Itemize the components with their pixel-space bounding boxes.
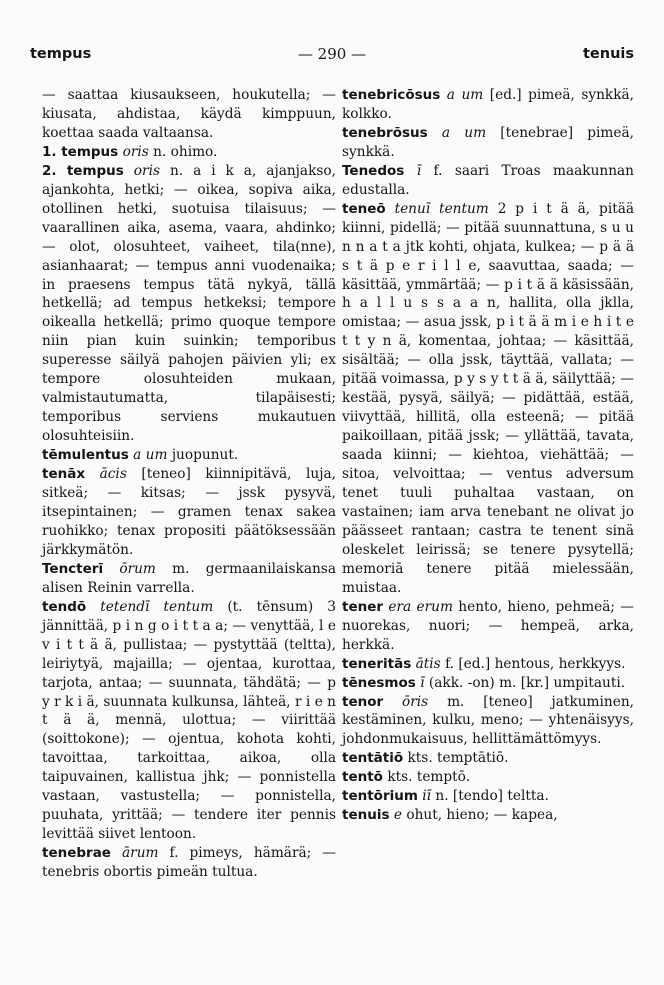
entry-headword: tenebrae [42,845,111,862]
entry-headword: tenor [342,693,384,710]
dictionary-entry [42,560,336,598]
entry-grammar: era erum [388,598,453,615]
entry-headword: tenuis [342,807,390,824]
entry-text: n. [tendo] teltta. [435,788,549,805]
entry-text: 2 p i t ä ä, pitää kiinni, pidellä; — pitää suunnattuna, s u u n n a t a jtk kohti, ohjata, kulkea; — p ä ä s t ä p e r i l l e, saavuttaa, saada; — käsittää, ymmärtää; — p i t ä ä käsissään, h a l l u s s a a n, hallita, olla jklla, omistaa; — asua jssk, p i t ä ä m i e h i t e t t y n ä, komentaa, johtaa; — käsittää, sisältää; — olla jssk, täyttää, vallata; — pitää voimassa, p y s y t t ä ä, säilyttää; — kestää, pysyä, säilyä; — pidättää, estää, viivyttää, hillitä, olla esteenä; — pitää paikoillaan, pitää jssk; — yllättää, tavata, saada kiinni; — kiehtoa, viehättää; — sitoa, velvoittaa; — ventus adversum tenet tuuli puhaltaa vastaan, on vastainen; iam arva tenebant ne olivat jo päässeet rantaan; castra te tenent sinä oleskelet leirissä; se tenere pysytellä; memoriā tenere pitää mielessään, muistaa. [342,200,635,596]
entry-grammar: iī [422,788,432,805]
entry-grammar: ī [420,674,425,691]
entry-text: [teneo] kiinnipitävä, luja, sitkeä; — kitsas; — jssk pysyvä, itsepintainen; — gramen tenax sakea ruohikko; tenax propositi päätöksessään järkkymätön. [42,466,336,558]
dictionary-entry [342,806,634,825]
right-column [342,86,634,825]
dictionary-entry [42,162,336,446]
entry-text: (akk. -on) m. [kr.] umpitauti. [428,674,626,691]
entry-headword: tentō [342,769,383,786]
entry-grammar: ōrum [119,560,156,577]
entry-text: (t. tēnsum) 3 jännittää, p i n g o i t t a a; — venyttää, l e v i t t ä ä, pullistaa; — pystyttää (teltta), leiriytyä, majailla; — ojentaa, kurottaa, tarjota, antaa; — suunnata, tähdätä; — p y r k i ä, suunnata kulkunsa, lähteä, r i e n t ä ä, mennä, ulottua; — viirittää (soittokone); — ojentua, kohota kohti, tavoittaa, tarkoittaa, aikoa, olla taipuvainen, kallistua jhk; — ponnistella vastaan, vastustella; — ponnistella, puuhata, yrittää; — tendere iter pennis levittää siivet lentoon. [42,598,336,843]
dictionary-entry [42,86,336,143]
dictionary-entry [342,749,634,768]
dictionary-entry [342,655,634,674]
entry-text: [ed.] pimeä, synkkä, kolkko. [342,87,635,122]
dictionary-entry [342,768,634,787]
entry-headword: tendō [42,598,87,615]
dictionary-entry [342,124,634,162]
entry-headword: tentōrium [342,788,418,805]
entry-text: juopunut. [171,447,239,464]
entry-grammar: e [393,807,402,824]
entry-grammar: tetendī tentum [100,598,214,615]
entry-headword: Tenedos [342,162,405,179]
entry-headword: teneō [342,200,386,217]
running-head-left: tempus [30,46,92,62]
entry-grammar: a um [446,87,484,103]
entry-grammar: a um [441,124,487,141]
entry-grammar: tenuī tentum [394,200,489,217]
dictionary-entry [342,693,634,750]
entry-grammar: ācis [99,466,127,483]
dictionary-entry [42,143,336,162]
entry-headword: tenebricōsus [342,87,441,103]
entry-grammar: ōris [402,693,429,710]
entry-text: [tenebrae] pimeä, synkkä. [342,124,634,160]
entry-text: — saattaa kiusaukseen, houkutella; — kiusata, ahdistaa, käydä kimppuun, koettaa saada valtaansa. [42,87,336,141]
entry-grammar: oris [133,162,160,179]
dictionary-entry [342,598,634,655]
entry-text: kts. temptātiō. [407,750,509,767]
dictionary-entry [42,446,336,465]
entry-headword: teneritās [342,655,412,672]
running-head-right: tenuis [582,46,634,62]
dictionary-entry [342,162,634,200]
entry-headword: tenebrōsus [342,124,428,141]
entry-grammar: ī [416,162,422,179]
entry-text: n. ohimo. [153,143,218,160]
entry-headword: tentātiō [342,750,404,767]
dictionary-entry [342,200,634,598]
dictionary-entry [42,598,336,844]
entry-text: hento, hieno, pehmeä; — nuorekas, nuori; — hempeä, arka, herkkä. [342,598,634,653]
dictionary-entry [342,787,634,806]
entry-text: m. [teneo] jatkuminen, kestäminen, kulku, meno; — yhtenäisyys, johdonmukaisuus, hellittämättömyys. [342,693,634,748]
dictionary-entry [342,674,634,693]
entry-headword: 2. tempus [42,162,124,179]
entry-grammar: oris [122,143,149,160]
entry-text: ohut, hieno; — kapea, [406,807,558,824]
entry-headword: tener [342,598,384,615]
entry-headword: tenāx [42,466,86,483]
dictionary-entry [42,844,336,882]
entry-text: f. saari Troas maakunnan edustalla. [342,162,634,198]
entry-headword: 1. tempus [42,143,119,160]
entry-text: kts. temptō. [387,769,471,786]
page-number: — 290 — [297,45,367,63]
entry-text: n. a i k a, ajanjakso, ajankohta, hetki; — oikea, sopiva aika, otollinen hetki, suotuisa tilaisuus; — vaarallinen aika, asema, vaara, ahdinko; — olot, olosuhteet, vaiheet, tila(nne), asianhaarat; — tempus anni vuodenaika; in praesens tempus tätä nykyä, tällä hetkellä; ad tempus hetkeksi; tempore oikealla hetkellä; primo quoque tempore niin pian kuin suinkin; temporibus superesse säilyä pahojen päivien yli; ex tempore olosuhteiden mukaan, valmistautumatta, tilapäisesti; temporibus serviens mukautuen olosuhteisiin. [42,162,336,445]
entry-headword: tēnesmos [342,674,416,691]
entry-headword: tēmulentus [42,447,129,464]
entry-grammar: ārum [122,845,159,862]
entry-grammar: ātis [415,655,441,672]
dictionary-entry [342,86,634,124]
left-column [42,86,336,882]
entry-headword: Tencterī [42,560,104,577]
entry-grammar: a um [133,447,168,464]
entry-text: f. [ed.] hentous, herkkyys. [445,655,626,672]
page-header [0,46,664,70]
dictionary-entry [42,465,336,560]
entry-text: f. pimeys, hämärä; — tenebris obortis pimeän tultua. [42,845,336,881]
entry-text: m. germaanilaiskansa alisen Reinin varrella. [42,560,336,596]
